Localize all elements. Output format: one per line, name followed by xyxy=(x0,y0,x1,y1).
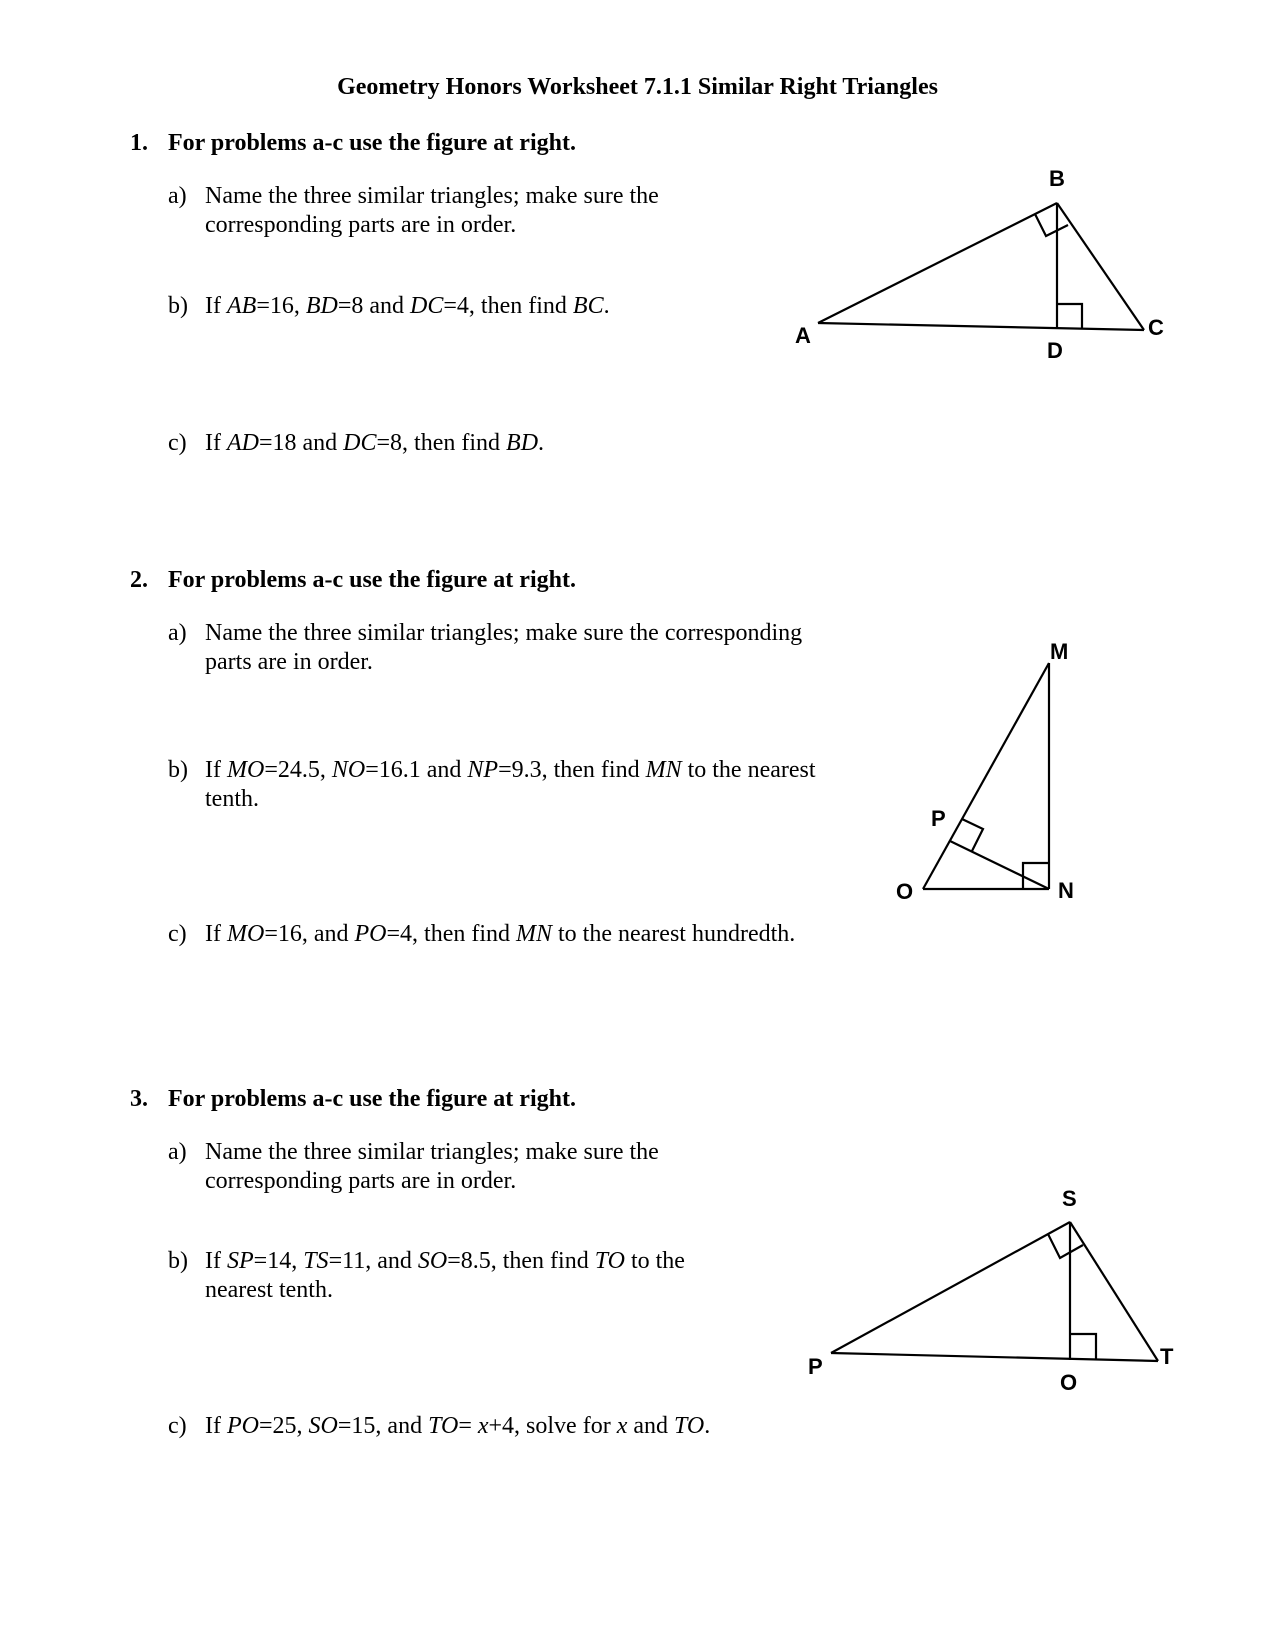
label-d: D xyxy=(1047,338,1063,363)
right-angle-marker-p xyxy=(962,819,983,851)
segment-bc xyxy=(1057,203,1144,330)
part-text: If MO=24.5, NO=16.1 and NP=9.3, then find MN to the nearest tenth. xyxy=(205,757,816,812)
problem-number: 1. xyxy=(130,130,148,156)
right-angle-marker-b xyxy=(1035,214,1068,236)
segment-st xyxy=(1070,1222,1158,1361)
altitude-np xyxy=(950,841,1049,889)
part-letter: b) xyxy=(168,293,188,319)
part-letter: b) xyxy=(168,757,188,783)
part-letter: a) xyxy=(168,1139,187,1165)
problem-heading-text: For problems a-c use the figure at right. xyxy=(168,567,576,593)
part-letter: c) xyxy=(168,430,187,456)
part-text: If AB=16, BD=8 and DC=4, then find BC. xyxy=(205,293,610,319)
segment-ab xyxy=(818,203,1057,323)
label-s: S xyxy=(1062,1186,1077,1211)
right-angle-marker-o xyxy=(1070,1334,1096,1360)
label-a: A xyxy=(795,323,811,348)
right-angle-marker-n xyxy=(1023,863,1049,889)
part-text: If AD=18 and DC=8, then find BD. xyxy=(205,430,545,456)
label-b: B xyxy=(1049,166,1065,191)
part-text: Name the three similar triangles; make sure the corresponding parts are in order. xyxy=(205,1139,659,1194)
part-letter: a) xyxy=(168,183,187,209)
figure-3-triangle-spt xyxy=(808,1186,1174,1395)
part-letter: c) xyxy=(168,1413,187,1439)
segment-ac xyxy=(818,323,1144,330)
segment-pt xyxy=(831,1353,1158,1361)
label-n: N xyxy=(1058,878,1074,903)
label-t: T xyxy=(1160,1344,1174,1369)
segment-mo xyxy=(923,663,1049,889)
figure-2-triangle-mon xyxy=(896,639,1074,904)
problem-number: 2. xyxy=(130,567,148,593)
part-text: If MO=16, and PO=4, then find MN to the nearest hundredth. xyxy=(205,921,796,947)
part-text: If PO=25, SO=15, and TO= x+4, solve for x and TO. xyxy=(205,1413,711,1439)
label-m: M xyxy=(1050,639,1069,664)
worksheet-title: Geometry Honors Worksheet 7.1.1 Similar Right Triangles xyxy=(337,74,938,100)
label-p: P xyxy=(808,1354,823,1379)
problem-heading-text: For problems a-c use the figure at right. xyxy=(168,1086,576,1112)
part-letter: b) xyxy=(168,1248,188,1274)
part-text: Name the three similar triangles; make sure the corresponding parts are in order. xyxy=(205,183,659,238)
label-c: C xyxy=(1148,315,1164,340)
part-letter: a) xyxy=(168,620,187,646)
part-text: If SP=14, TS=11, and SO=8.5, then find TO to the nearest tenth. xyxy=(205,1248,685,1303)
segment-ps xyxy=(831,1222,1070,1353)
problem-number: 3. xyxy=(130,1086,148,1112)
figure-1-triangle-abc xyxy=(795,166,1164,363)
right-angle-marker-s xyxy=(1048,1234,1083,1258)
part-text: Name the three similar triangles; make sure the corresponding parts are in order. xyxy=(205,620,803,675)
right-angle-marker-d xyxy=(1057,304,1082,329)
part-letter: c) xyxy=(168,921,187,947)
problem-heading-text: For problems a-c use the figure at right. xyxy=(168,130,576,156)
label-p: P xyxy=(931,806,946,831)
label-o: O xyxy=(896,879,914,904)
label-o: O xyxy=(1060,1370,1078,1395)
